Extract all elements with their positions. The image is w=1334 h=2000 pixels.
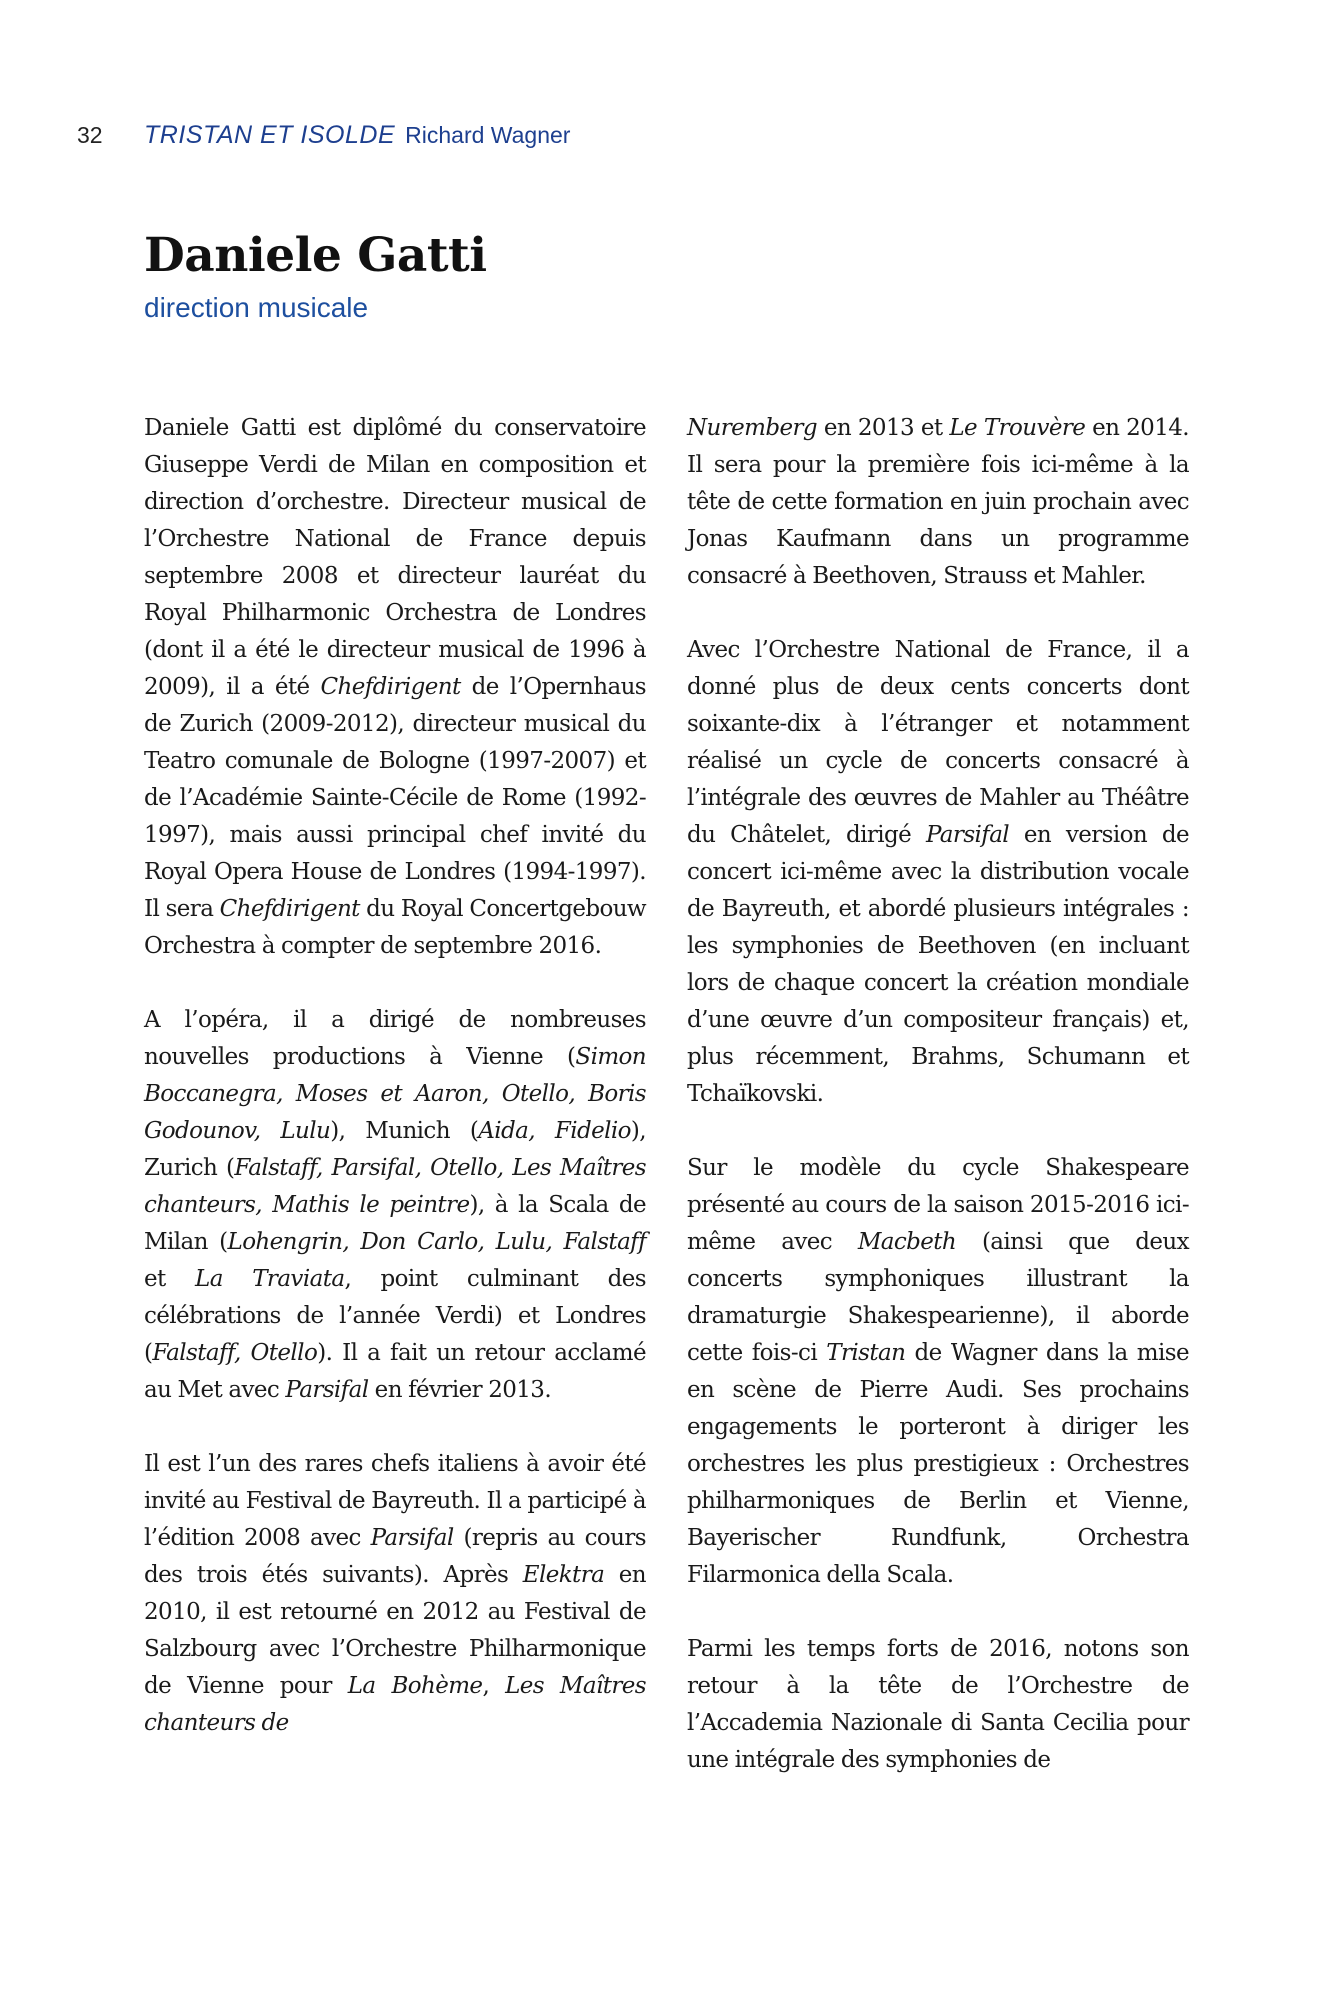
paragraph-text: , — [482, 1673, 506, 1699]
paragraph-text: ), à la Scala de Milan ( — [144, 1192, 646, 1255]
biography-paragraph — [144, 1446, 646, 1742]
biography-paragraph — [687, 632, 1189, 1113]
italic-work-title: Chefdirigent — [219, 896, 360, 922]
paragraph-text: Parmi les temps forts de 2016, notons son retour à la tête de l’Orchestre de l’Accademia Nazionale di Santa Cecilia pour une intégrale des symphonies de — [687, 1636, 1189, 1773]
italic-work-title: Falstaff, Parsifal, Otello, Les Maîtres chanteurs, Mathis le peintre — [144, 1155, 647, 1218]
italic-work-title: Le Trouvère — [949, 415, 1086, 441]
artist-role: direction musicale — [144, 292, 369, 323]
paragraph-text: de l’Opernhaus de Zurich (2009-2012), directeur musical du Teatro comunale de Bologne (1997-2007) et de l’Académie Sainte-Cécile de Rome (1992-1997), mais aussi principal chef invité du Royal Opera House de Londres (1994-1997). Il sera — [144, 674, 646, 922]
biography-paragraph — [687, 1150, 1189, 1594]
composer-name: Richard Wagner — [405, 122, 571, 148]
paragraph-text: et — [144, 1266, 196, 1292]
italic-work-title: Chefdirigent — [320, 674, 461, 700]
italic-work-title: Aida, Fidelio — [478, 1118, 631, 1144]
biography-right-column — [687, 410, 1189, 1779]
italic-work-title: Parsifal — [370, 1525, 454, 1551]
paragraph-text: en février 2013. — [368, 1377, 552, 1403]
paragraph-text: du Royal Concertgebouw Orchestra à compter de septembre 2016. — [144, 896, 646, 959]
paragraph-text: Il est l’un des rares chefs italiens à avoir été invité au Festival de Bayreuth. Il a participé à l’édition 2008 avec — [144, 1451, 646, 1551]
biography-left-column — [144, 410, 646, 1742]
italic-work-title: Les Maîtres chanteurs de — [144, 1673, 647, 1736]
italic-work-title: Macbeth — [857, 1229, 957, 1255]
running-title — [144, 120, 570, 150]
paragraph-text: ), Zurich ( — [144, 1118, 646, 1181]
paragraph-text: Avec l’Orchestre National de France, il a donné plus de deux cents concerts dont soixante-dix à l’étranger et notamment réalisé un cycle de concerts consacré à l’intégrale des œuvres de Mahler au Théâtre du Châtelet, dirigé — [687, 637, 1189, 848]
paragraph-text: (ainsi que deux concerts symphoniques illustrant la dramaturgie Shakespearienne), il aborde cette fois-ci — [687, 1229, 1189, 1366]
work-title: TRISTAN ET ISOLDE — [144, 121, 396, 149]
biography-paragraph — [144, 410, 646, 965]
paragraph-text: en 2010, il est retourné en 2012 au Festival de Salzbourg avec l’Orchestre Philharmonique de Vienne pour — [144, 1562, 646, 1699]
paragraph-text: en 2013 et — [817, 415, 950, 441]
italic-work-title: Tristan — [826, 1340, 906, 1366]
biography-paragraph — [687, 410, 1189, 595]
paragraph-text: en version de concert ici-même avec la distribution vocale de Bayreuth, et abordé plusieurs intégrales : les symphonies de Beethoven (en incluant lors de chaque concert la création mondiale d’une œuvre d’un compositeur français) et, plus récemment, Brahms, Schumann et Tchaïkovski. — [687, 822, 1190, 1107]
paragraph-text: Daniele Gatti est diplômé du conservatoire Giuseppe Verdi de Milan en composition et direction d’orchestre. Directeur musical de l’Orchestre National de France depuis septembre 2008 et directeur lauréat du Royal Philharmonic Orchestra de Londres (dont il a été le directeur musical de 1996 à 2009), il a été — [144, 415, 646, 700]
italic-work-title: Nuremberg — [687, 415, 818, 441]
biography-paragraph — [144, 1002, 646, 1409]
italic-work-title: Simon Boccanegra, Moses et Aaron, Otello, Boris Godounov, Lulu — [144, 1044, 646, 1144]
paragraph-text: de Wagner dans la mise en scène de Pierre Audi. Ses prochains engagements le porteront à diriger les orchestres les plus prestigieux : Orchestres philharmoniques de Berlin et Vienne, Bayerischer Rundfunk, Orchestra Filarmonica della Scala. — [687, 1340, 1189, 1588]
italic-work-title: Parsifal — [925, 822, 1010, 848]
artist-name: Daniele Gatti — [144, 228, 487, 283]
paragraph-text: , point culminant des célébrations de l’année Verdi) et Londres ( — [144, 1266, 646, 1366]
paragraph-text: ). Il a fait un retour acclamé au Met avec — [144, 1340, 646, 1403]
paragraph-text: (repris au cours des trois étés suivants). Après — [144, 1525, 646, 1588]
paragraph-text: A l’opéra, il a dirigé de nombreuses nouvelles productions à Vienne ( — [144, 1007, 646, 1070]
italic-work-title: Elektra — [522, 1562, 605, 1588]
italic-work-title: Falstaff, Otello — [152, 1340, 318, 1366]
italic-work-title: Lohengrin, Don Carlo, Lulu, Falstaff — [227, 1229, 647, 1255]
italic-work-title: Parsifal — [285, 1377, 369, 1403]
page-number: 32 — [77, 122, 103, 148]
biography-paragraph — [687, 1631, 1189, 1779]
paragraph-text: Sur le modèle du cycle Shakespeare présenté au cours de la saison 2015-2016 ici-même avec — [687, 1155, 1189, 1255]
italic-work-title: La Bohème — [347, 1673, 483, 1699]
paragraph-text: en 2014. Il sera pour la première fois ici-même à la tête de cette formation en juin prochain avec Jonas Kaufmann dans un programme consacré à Beethoven, Strauss et Mahler. — [687, 415, 1189, 589]
running-header — [0, 120, 1334, 160]
paragraph-text: ), Munich ( — [330, 1118, 479, 1144]
italic-work-title: La Traviata — [195, 1266, 345, 1292]
